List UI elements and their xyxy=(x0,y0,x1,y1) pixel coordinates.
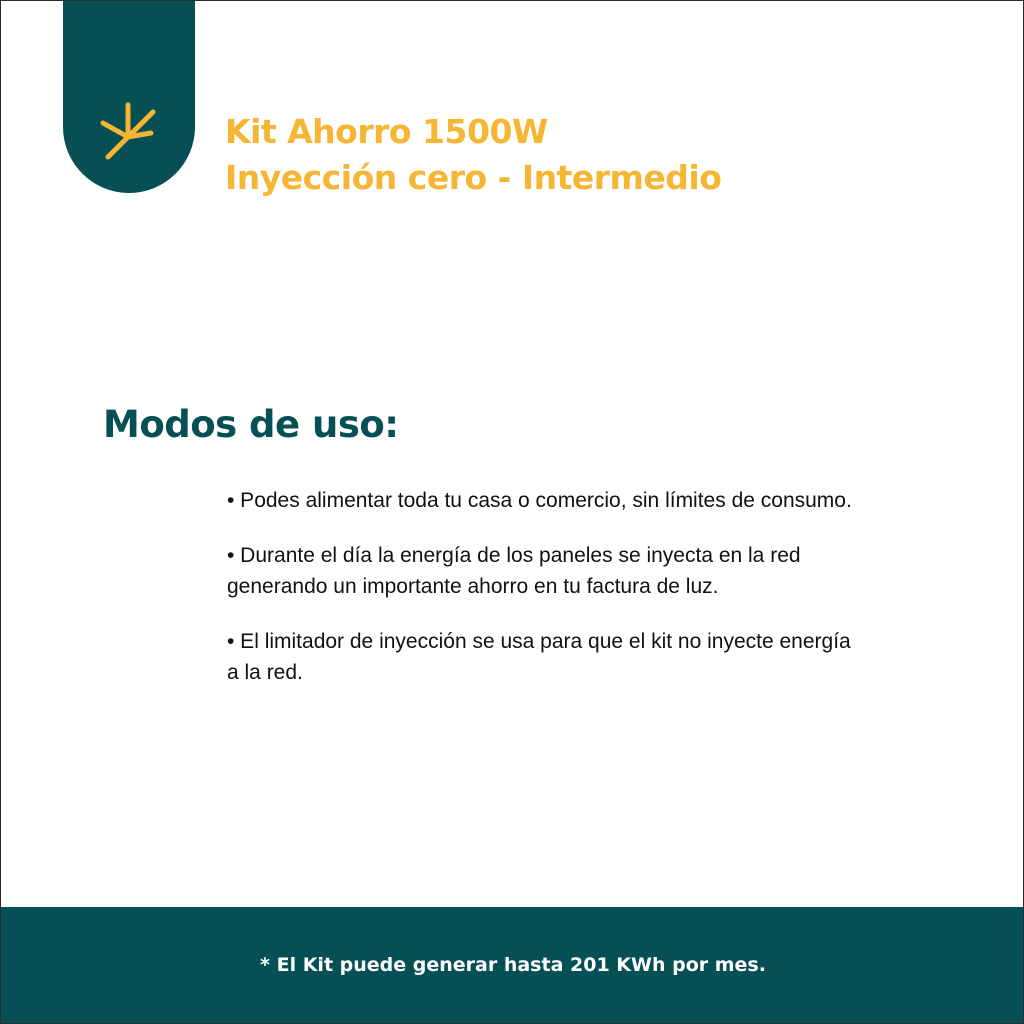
usage-item: • El limitador de inyección se usa para que el kit no inyecte energía a la red. xyxy=(227,630,851,684)
usage-list xyxy=(227,485,867,712)
sun-spark-icon xyxy=(99,101,159,161)
footer-note: * El Kit puede generar hasta 201 KWh por mes. xyxy=(260,954,766,976)
title-line-2: Inyección cero - Intermedio xyxy=(225,158,722,197)
brand-tab xyxy=(63,1,195,193)
product-title xyxy=(225,109,721,201)
usage-item: • Durante el día la energía de los paneles se inyecta en la red generando un importante ahorro en tu factura de luz. xyxy=(227,544,801,598)
usage-heading: Modos de uso: xyxy=(103,403,399,446)
usage-item: • Podes alimentar toda tu casa o comercio, sin límites de consumo. xyxy=(227,489,852,512)
footer-band xyxy=(1,907,1024,1023)
title-line-1: Kit Ahorro 1500W xyxy=(225,112,548,151)
